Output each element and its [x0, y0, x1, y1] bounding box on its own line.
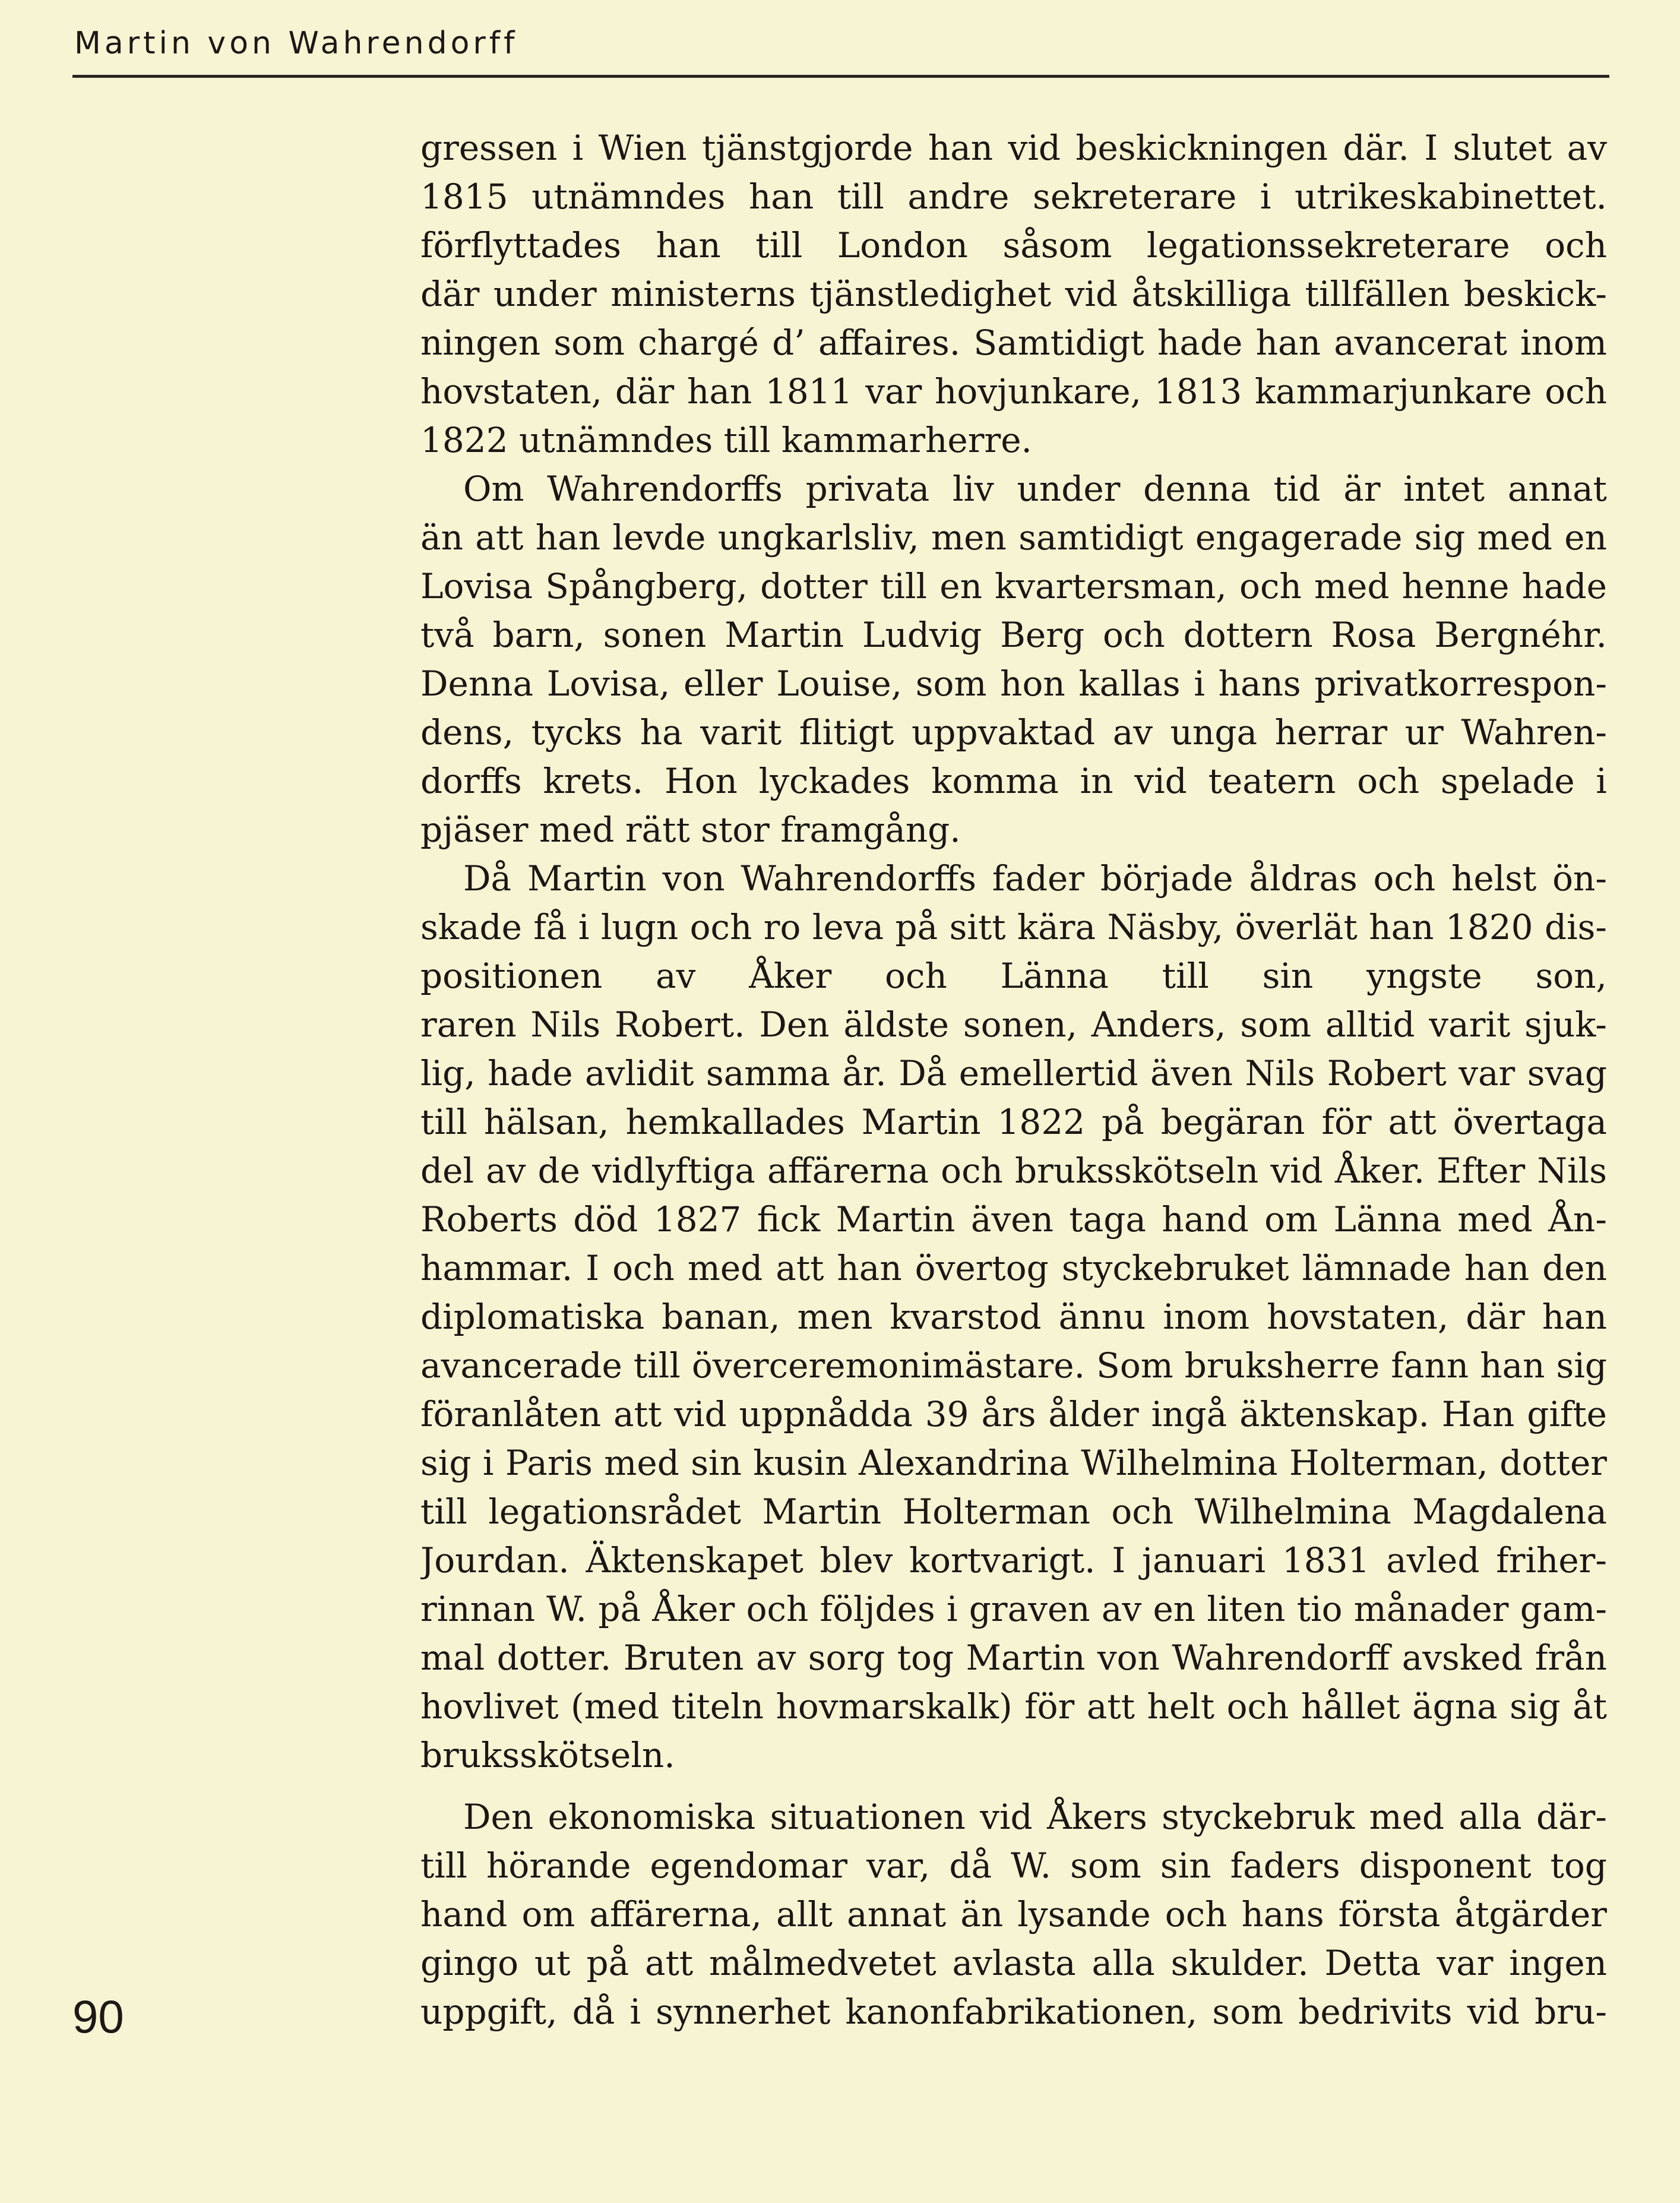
text-line: Roberts död 1827 fick Martin även taga hand om Länna med Ån-: [420, 1199, 1607, 1240]
body-text: [420, 124, 1607, 2036]
text-line: Jourdan. Äktenskapet blev kortvarigt. I januari 1831 avled friher-: [420, 1540, 1607, 1581]
paragraph-gap: [420, 1780, 1607, 1793]
text-line: bruksskötseln.: [420, 1735, 675, 1775]
text-line: gingo ut på att målmedvetet avlasta alla skulder. Detta var ingen: [420, 1943, 1607, 1983]
text-line: sig i Paris med sin kusin Alexandrina Wilhelmina Holterman, dotter: [420, 1443, 1607, 1483]
text-line: del av de vidlyftiga affärerna och bruksskötseln vid Åker. Efter Nils: [420, 1151, 1607, 1191]
text-line: pjäser med rätt stor framgång.: [420, 810, 961, 850]
text-line: till legationsrådet Martin Holterman och Wilhelmina Magdalena: [420, 1491, 1607, 1532]
text-line: dens, tycks ha varit flitigt uppvaktad av unga herrar ur Wahren-: [420, 712, 1607, 753]
text-line: rinnan W. på Åker och följdes i graven av en liten tio månader gam-: [420, 1589, 1607, 1629]
text-line: avancerade till överceremonimästare. Som bruksherre fann han sig: [420, 1345, 1607, 1386]
text-line: mal dotter. Bruten av sorg tog Martin von Wahrendorff avsked från: [420, 1638, 1607, 1678]
text-line: skade få i lugn och ro leva på sitt kära Näsby, överlät han 1820 dis-: [420, 907, 1607, 947]
text-line: gressen i Wien tjänstgjorde han vid beskickningen där. I slutet av: [420, 128, 1607, 168]
text-line: dorffs krets. Hon lyckades komma in vid teatern och spelade i: [420, 761, 1607, 801]
header-rule: [72, 75, 1609, 78]
text-line: uppgift, då i synnerhet kanonfabrikationen, som bedrivits vid bru-: [420, 1992, 1607, 2032]
text-line: hovlivet (med titeln hovmarskalk) för att helt och hållet ägna sig åt: [420, 1686, 1607, 1727]
text-line: där under ministerns tjänstledighet vid åtskilliga tillfällen beskick-: [420, 274, 1607, 314]
text-line: Den ekonomiska situationen vid Åkers styckebruk med alla där-: [463, 1797, 1607, 1837]
text-line: Om Wahrendorffs privata liv under denna tid är intet annat: [463, 469, 1607, 509]
text-line: hand om affärerna, allt annat än lysande och hans första åtgärder: [420, 1894, 1607, 1935]
running-header-title: Martin von Wahrendorff: [74, 26, 518, 61]
text-line: till hörande egendomar var, då W. som sin faders disponent tog: [420, 1845, 1607, 1886]
text-line: än att han levde ungkarlsliv, men samtidigt engagerade sig med en: [420, 517, 1607, 558]
paragraph: [420, 464, 1607, 854]
paragraph: [420, 854, 1607, 1780]
text-line: Då Martin von Wahrendorffs fader började åldras och helst ön-: [463, 858, 1607, 899]
text-line: Denna Lovisa, eller Louise, som hon kallas i hans privatkorrespon-: [420, 663, 1607, 704]
text-line: raren Nils Robert. Den äldste sonen, Anders, som alltid varit sjuk-: [420, 1004, 1607, 1045]
text-line: diplomatiska banan, men kvarstod ännu inom hovstaten, där han: [420, 1297, 1607, 1337]
page-number: 90: [72, 1990, 124, 2043]
paragraph: [420, 124, 1607, 464]
text-line: två barn, sonen Martin Ludvig Berg och dottern Rosa Bergnéhr.: [420, 615, 1607, 655]
text-line: till hälsan, hemkallades Martin 1822 på begäran för att övertaga: [420, 1102, 1607, 1142]
text-line: positionen av Åker och Länna till sin yngste son,: [420, 956, 1607, 996]
text-line: hammar. I och med att han övertog styckebruket lämnade han den: [420, 1248, 1607, 1288]
text-line: föranlåten att vid uppnådda 39 års ålder ingå äktenskap. Han gifte: [420, 1394, 1607, 1434]
text-line: 1822 utnämndes till kammarherre.: [420, 420, 1032, 460]
paragraph: [420, 1793, 1607, 2036]
text-line: 1815 utnämndes han till andre sekreterare i utrikeskabinettet.: [420, 176, 1607, 217]
text-line: hovstaten, där han 1811 var hovjunkare, 1813 kammarjunkare och: [420, 371, 1607, 412]
text-line: Lovisa Spångberg, dotter till en kvartersman, och med henne hade: [420, 566, 1607, 606]
text-line: förflyttades han till London såsom legationssekreterare och: [420, 225, 1607, 266]
text-line: lig, hade avlidit samma år. Då emellertid även Nils Robert var svag: [420, 1053, 1607, 1093]
text-line: ningen som chargé d’ affaires. Samtidigt hade han avancerat inom: [420, 323, 1607, 363]
